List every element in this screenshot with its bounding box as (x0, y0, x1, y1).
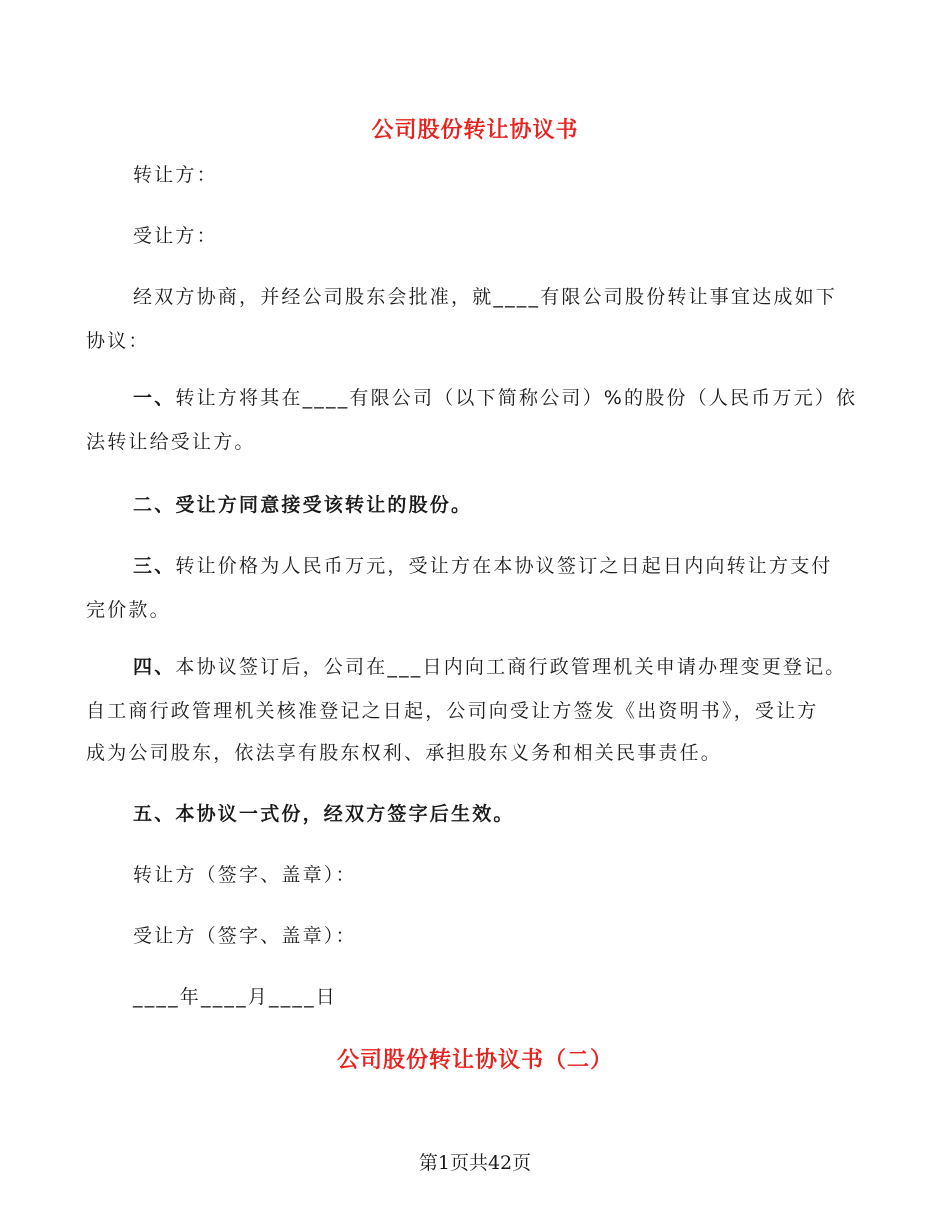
clause-4-line2: 自工商行政管理机关核准登记之日起，公司向受让方签发《出资明书》，受让方 (86, 700, 819, 722)
intro-paragraph-line1: 经双方协商，并经公司股东会批准，就____有限公司股份转让事宜达成如下 (133, 286, 838, 308)
clause-4-line3: 成为公司股东，依法享有股东权利、承担股东义务和相关民事责任。 (86, 742, 723, 764)
clause-1-text: 转让方将其在____有限公司（以下简称公司）%的股份（人民币万元）依 (175, 387, 858, 409)
intro-paragraph-line2: 协议： (86, 330, 150, 352)
clause-3-line1 (133, 552, 913, 580)
clause-3-line2: 完价款。 (86, 599, 171, 621)
transferor-label: 转让方： (133, 164, 218, 186)
document-title: 公司股份转让协议书 (371, 118, 579, 143)
clause-3-text: 转让价格为人民币万元，受让方在本协议签订之日起日内向转让方支付 (175, 555, 833, 577)
clause-1-number: 一、 (133, 387, 176, 409)
clause-4-text: 本协议签订后，公司在___日内向工商行政管理机关申请办理变更登记。 (175, 656, 847, 678)
clause-3-number: 三、 (133, 555, 176, 577)
signature-transferor: 转让方（签字、盖章）： (133, 864, 357, 886)
document-title-2: 公司股份转让协议书（二） (336, 1048, 613, 1073)
clause-4-line1 (133, 653, 913, 681)
clause-4-number: 四、 (133, 656, 176, 678)
signature-transferee: 受让方（签字、盖章）： (133, 925, 357, 947)
date-line: ____年____月____日 (133, 986, 338, 1008)
clause-2: 二、受让方同意接受该转让的股份。 (133, 494, 473, 516)
clause-1-line1 (133, 384, 913, 412)
clause-1-line2: 法转让给受让方。 (86, 431, 256, 453)
transferee-label: 受让方： (133, 225, 218, 247)
clause-5: 五、本协议一式份，经双方签字后生效。 (133, 803, 515, 825)
page-indicator: 第1页共42页 (418, 1152, 532, 1174)
